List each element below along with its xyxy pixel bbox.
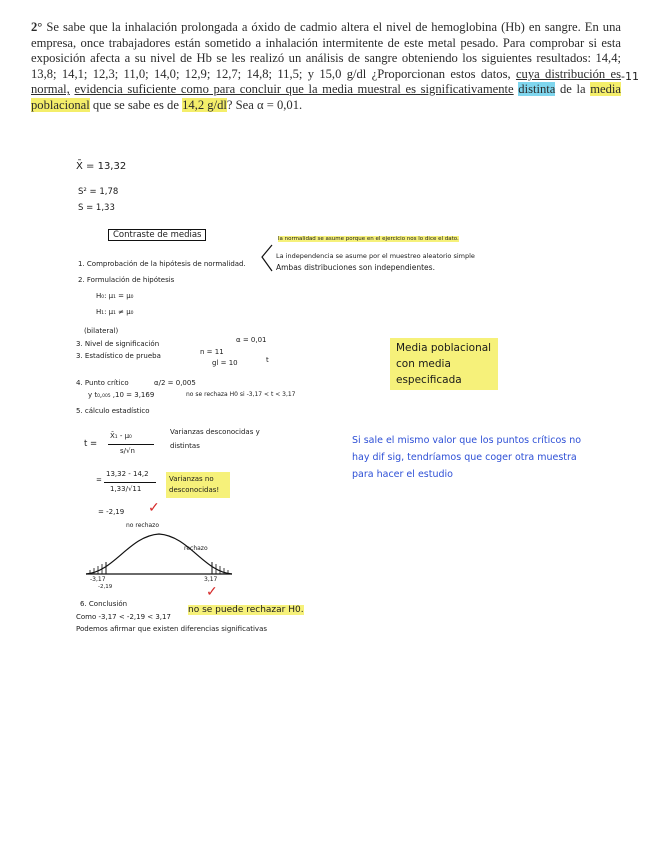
label-rechazo: rechazo — [184, 545, 208, 552]
note-variance: S² = 1,78 — [78, 187, 119, 197]
df-value: gl = 10 — [212, 359, 238, 367]
t-critical-rule: no se rechaza H0 si -3,17 < t < 3,17 — [186, 391, 296, 398]
distribution-curve-sketch — [84, 524, 234, 584]
problem-text-8: que se sabe es de — [92, 97, 179, 112]
conclusion-1: Como -3,17 < -2,19 < 3,17 — [76, 613, 171, 621]
problem-normal-underlined: cuya distribución es normal, — [31, 66, 622, 97]
t-critical: y t₀,₀₀₅ ,10 = 3,169 — [88, 391, 155, 399]
step3a-note: α = 0,01 — [236, 336, 267, 344]
step3a: 3. Nivel de significación — [76, 340, 160, 348]
step6: 6. Conclusión — [80, 600, 128, 608]
brace-note-a: la normalidad se asume porque en el ejercicio nos lo dice el dato. — [278, 236, 459, 242]
x-label-right: 3,17 — [204, 576, 218, 583]
x-label-left-b: -2,19 — [98, 584, 113, 590]
bilateral: (bilateral) — [84, 327, 119, 335]
calc-fraction-bar — [104, 482, 156, 483]
box-title: Contraste de medias — [108, 229, 206, 241]
problem-text-6: de la — [560, 82, 586, 97]
problem-number: 2° — [31, 20, 43, 34]
highlight-distinta: distinta — [518, 82, 556, 97]
step3b: 3. Estadístico de prueba — [76, 352, 161, 360]
step4: 4. Punto crítico — [76, 379, 129, 387]
h1: H₁: μ₁ ≠ μ₀ — [96, 308, 134, 316]
brace-note-b: La independencia se asume por el muestreo aleatorio simple — [276, 252, 475, 260]
label-no-rechazo: no rechazo — [126, 522, 160, 529]
formula-note: Varianzas desconocidas y distintas — [170, 428, 260, 450]
note-blue: Si sale el mismo valor que los puntos críticos no hay dif sig, tendríamos que coger otra muestra para hacer el estudio — [352, 435, 582, 480]
note-varianzas: Varianzas no desconocidas! — [166, 472, 230, 498]
check-mark-2: ✓ — [206, 585, 218, 600]
calc-numerator: 13,32 - 14,2 — [106, 470, 149, 478]
calc-eq: = — [96, 476, 102, 484]
note-std: S = 1,33 — [78, 203, 115, 213]
margin-mark: -11 — [621, 70, 639, 83]
formula-denominator: s/√n — [120, 447, 135, 455]
problem-text-10: ? Sea α = 0,01. — [226, 97, 303, 112]
t-label: t — [266, 356, 269, 364]
problem-statement — [31, 20, 621, 114]
x-label-left-a: -3,17 — [90, 576, 106, 583]
formula-lhs: t = — [84, 439, 98, 449]
conclusion-2: Podemos afirmar que existen diferencias significativas — [76, 625, 267, 633]
alpha-half: α/2 = 0,005 — [154, 379, 196, 387]
problem-text-2: ¿Proporcionan estos datos, — [371, 66, 511, 81]
result: = -2,19 — [98, 508, 125, 516]
h0: H₀: μ₁ = μ₀ — [96, 292, 134, 300]
conclusion-1b: no se puede rechazar H0. — [188, 605, 304, 615]
step1: 1. Comprobación de la hipótesis de normalidad. — [78, 260, 246, 268]
step2: 2. Formulación de hipótesis — [78, 276, 175, 284]
step5: 5. cálculo estadístico — [76, 407, 150, 415]
formula-numerator: X̄₁ - μ₀ — [110, 432, 132, 440]
check-mark-1: ✓ — [148, 501, 160, 516]
n-value: n = 11 — [200, 348, 224, 356]
problem-text-4: evidencia suficiente como para concluir que la media muestral es significativamente — [74, 82, 514, 97]
highlight-14-2: 14,2 g/dl — [182, 97, 227, 112]
calc-denominator: 1,33/√11 — [110, 485, 142, 493]
brace-note-c: Ambas distribuciones son independientes. — [276, 263, 435, 272]
brace-icon — [258, 243, 278, 273]
note-xbar: X̄ = 13,32 — [76, 161, 127, 172]
highlight-media-poblacional: media poblacional — [31, 82, 621, 112]
note-media-poblacional: Media poblacional con media especificada — [390, 338, 498, 390]
formula-fraction-bar — [108, 444, 154, 445]
problem-text-1: Se sabe que la inhalación prolongada a óxido de cadmio altera el nivel de hemoglobina (Hb) en sangre. En una empresa, once trabajadores están sometido a inhalación intermitente de este metal pesado. Para comprobar si esta exposición afecta a su nivel de Hb se les realizó un análisis de sangre obteniendo los siguientes resultados: 14,4; 13,8; 14,1; 12,3; 11,0; 14,0; 12,9; 12,7; 14,8; 11,5; y 15,0 g/dl — [31, 20, 621, 81]
